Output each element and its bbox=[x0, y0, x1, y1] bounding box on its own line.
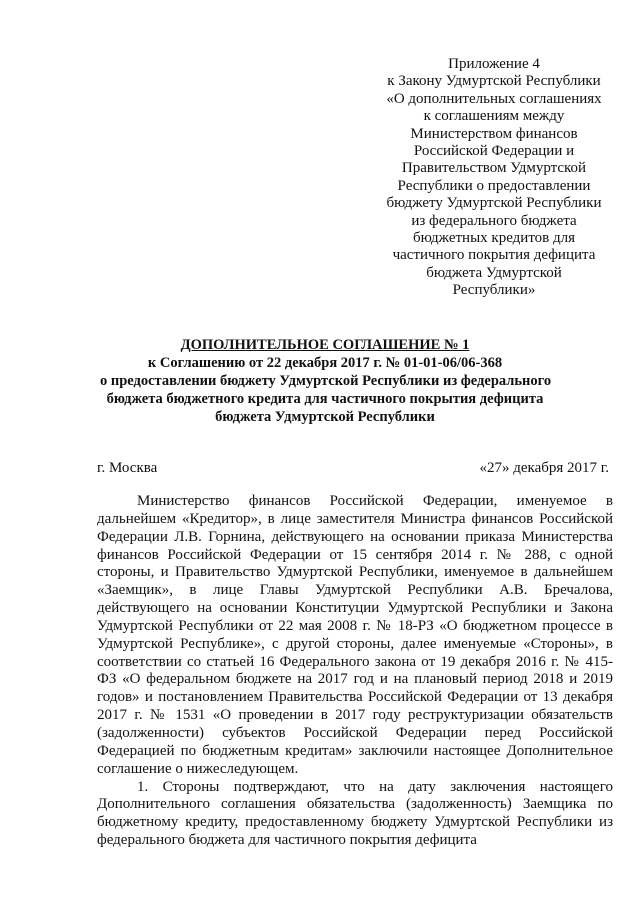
agreement-subject-line: о предоставлении бюджету Удмуртской Республики из федерального bbox=[100, 373, 552, 389]
appendix-line: бюджетных кредитов для bbox=[412, 230, 576, 247]
appendix-line: к соглашениям между bbox=[423, 108, 565, 125]
appendix-line: «О дополнительных соглашениях bbox=[386, 90, 602, 107]
agreement-subject-line: бюджета бюджетного кредита для частичного покрытия дефицита bbox=[106, 391, 544, 407]
appendix-line: к Закону Удмуртской Республики bbox=[387, 73, 601, 90]
agreement-reference: к Соглашению от 22 декабря 2017 г. № 01-01-06/06-368 bbox=[147, 355, 503, 371]
appendix-line: Российской Федерации и bbox=[413, 143, 575, 160]
agreement-title: ДОПОЛНИТЕЛЬНОЕ СОГЛАШЕНИЕ № 1 bbox=[180, 337, 470, 353]
appendix-line: бюджету Удмуртской Республики bbox=[386, 195, 602, 212]
clause-1-paragraph: 1. Стороны подтверждают, что на дату заключения настоящего Дополнительного соглашения обязательства (задолженность) Заемщика по бюджетному кредиту, предоставленному бюджету Удмуртской Республики из федерального бюджета для частичного покрытия дефицита bbox=[97, 778, 613, 849]
city: г. Москва bbox=[97, 460, 158, 476]
agreement-body bbox=[97, 493, 613, 850]
appendix-line: Министерством финансов bbox=[410, 125, 578, 142]
appendix-line: частичного покрытия дефицита bbox=[392, 247, 596, 264]
preamble-paragraph: Министерство финансов Российской Федерации, именуемое в дальнейшем «Кредитор», в лице заместителя Министра финансов Российской Федерации Л.В. Горнина, действующего на основании приказа Министерства финансов Российской Федерации от 15 сентября 2014 г. № 288, с одной стороны, и Правительство Удмуртской Республики, именуемое в дальнейшем «Заемщик», в лице Главы Удмуртской Республики А.В. Бречалова, действующего на основании Конституции Удмуртской Республики и Закона Удмуртской Республики от 22 мая 2008 г. № 18-РЗ «О бюджетном процессе в Удмуртской Республике», с другой стороны, далее именуемые «Стороны», в соответствии со статьей 16 Федерального закона от 19 декабря 2016 г. № 415-ФЗ «О федеральном бюджете на 2017 год и на плановый период 2018 и 2019 годов» и постановлением Правительства Российской Федерации от 13 декабря 2017 г. № 1531 «О проведении в 2017 году реструктуризации обязательств (задолженности) субъектов Российской Федерации перед Российской Федерацией по бюджетным кредитам» заключили настоящее Дополнительное соглашение о нижеследующем. bbox=[97, 493, 613, 777]
appendix-line: Приложение 4 bbox=[448, 56, 540, 72]
agreement-date: «27» декабря 2017 г. bbox=[479, 460, 609, 476]
appendix-line: Республики о предоставлении bbox=[397, 177, 591, 194]
agreement-heading bbox=[100, 336, 550, 426]
appendix-line: из федерального бюджета bbox=[411, 212, 577, 229]
agreement-subject-line: бюджета Удмуртской Республики bbox=[215, 409, 435, 425]
appendix-header bbox=[368, 56, 620, 300]
appendix-line: Республики» bbox=[452, 282, 536, 299]
appendix-line: Правительством Удмуртской bbox=[401, 160, 587, 177]
appendix-line: бюджета Удмуртской bbox=[426, 264, 562, 281]
